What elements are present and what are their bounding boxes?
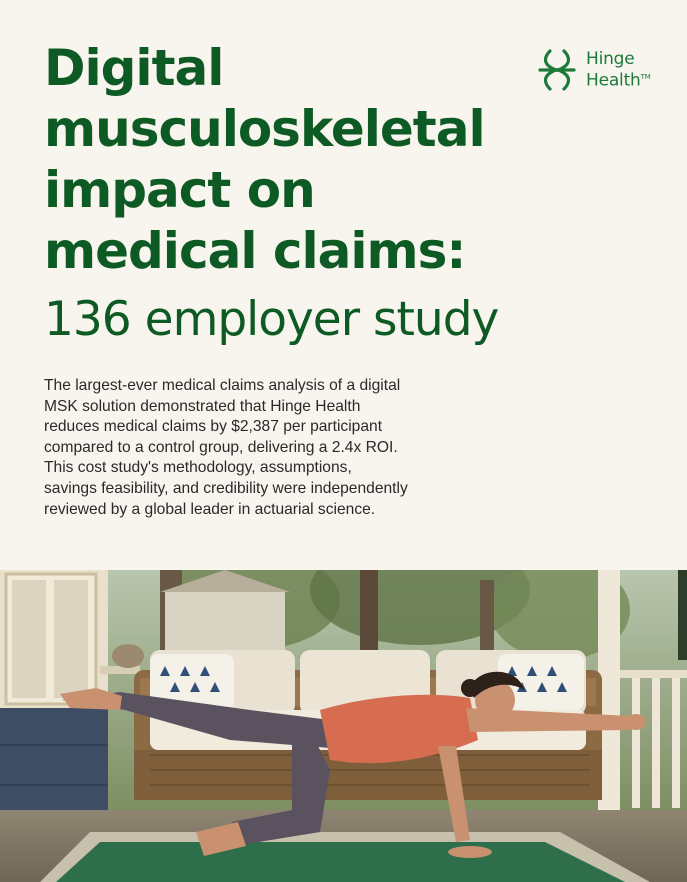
cover-photo [0, 570, 687, 882]
woman-doing-bird-dog-exercise-on-porch-photo [0, 570, 687, 882]
trademark-mark: TM [640, 73, 651, 82]
intro-line: This cost study's methodology, assumptions, [44, 459, 352, 477]
title-line: medical claims: [44, 222, 466, 280]
page-subtitle: 136 employer study [44, 292, 499, 347]
intro-line: compared to a control group, delivering a 2.4x ROI. [44, 438, 398, 456]
title-line: impact on [44, 161, 315, 219]
title-line: musculoskeletal [44, 100, 485, 158]
title-line: Digital [44, 39, 224, 97]
brand-name [586, 50, 651, 90]
page-title [44, 38, 524, 282]
brand-name-line1: Hinge [586, 49, 635, 70]
intro-line: reduces medical claims by $2,387 per participant [44, 418, 383, 436]
intro-line: reviewed by a global leader in actuarial science. [44, 500, 376, 518]
intro-line: The largest-ever medical claims analysis of a digital [44, 377, 401, 394]
hinge-health-logo-icon [536, 47, 580, 93]
intro-line: savings feasibility, and credibility were independently [44, 479, 408, 497]
hinge-health-logo [536, 44, 666, 96]
intro-paragraph [44, 376, 474, 520]
brand-name-line2: Health [586, 70, 641, 91]
intro-line: MSK solution demonstrated that Hinge Health [44, 397, 361, 415]
